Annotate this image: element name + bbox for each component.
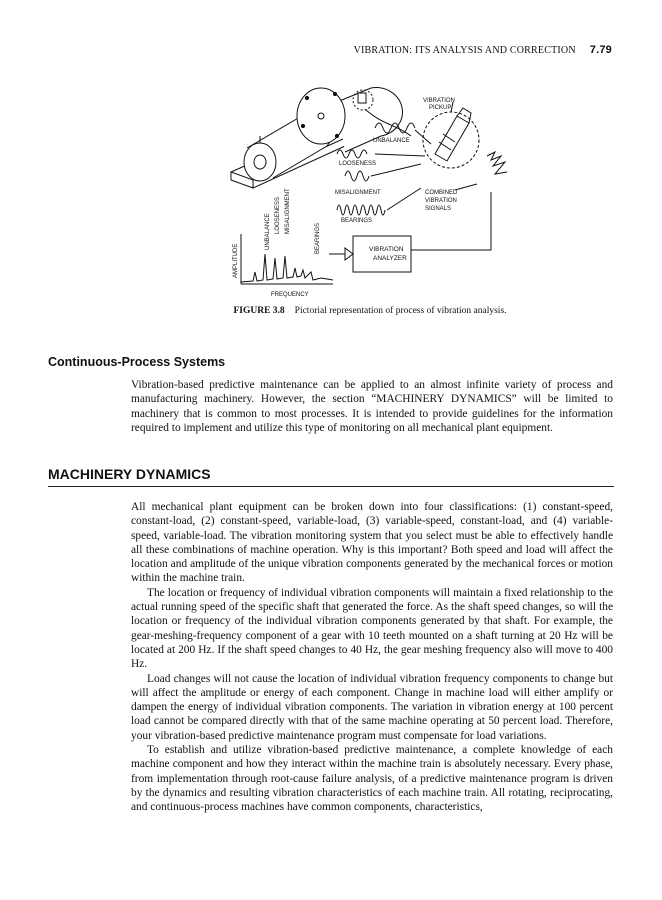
- label-unbalance: UNBALANCE: [373, 138, 410, 144]
- label-analyzer-2: ANALYZER: [373, 255, 407, 262]
- running-head-title: VIBRATION: ITS ANALYSIS AND CORRECTION: [353, 45, 576, 56]
- label-combined-2: VIBRATION: [425, 198, 457, 204]
- label-spectrum-looseness: LOOSENESS: [275, 196, 281, 234]
- section-body-continuous-process: [131, 378, 613, 435]
- paragraph: The location or frequency of individual vibration components will maintain a fixed relationship to the actual running speed of the specific shaft that generated the force. As the shaft speed changes, so will the location or frequency of the individual vibration components generated by that shaft. For example, the gear-meshing-frequency component of a gear with 10 teeth mounted on a shaft turning at 20 Hz will be located at 200 Hz. If the shaft speed changes to 40 Hz, the gear meshing frequency also will move to 400 Hz.: [131, 586, 613, 671]
- paragraph: Vibration-based predictive maintenance can be applied to an almost infinite variety of process and manufacturing machinery. However, the section “MACHINERY DYNAMICS” will be limited to machinery that is common to most processes. It is intended to provide guidelines for the information required to implement and utilize this type of monitoring on all mechanical plant equipment.: [131, 379, 613, 434]
- page-number: 7.79: [589, 44, 612, 56]
- label-vibration-pickup-2: PICKUP: [429, 105, 452, 111]
- section-heading-machinery-dynamics: MACHINERY DYNAMICS: [48, 466, 211, 482]
- paragraph: All mechanical plant equipment can be broken down into four classifications: (1) constant-speed, constant-load, (2) constant-speed, variable-load, (3) variable-speed, constant-load, and (4) variable-speed, variable-load. The vibration monitoring system that you select must be able to effectively handle all these combinations of machine operation. Why is this important? Both speed and load will affect the location and amplitude of the unique vibration components generated by the mechanical forces or motion within the machine train.: [131, 501, 613, 585]
- section-body-machinery-dynamics: [131, 500, 613, 815]
- section-heading-continuous-process: Continuous-Process Systems: [48, 355, 226, 369]
- label-looseness: LOOSENESS: [339, 161, 377, 167]
- label-vibration-pickup-1: VIBRATION: [423, 98, 455, 104]
- paragraph: Load changes will not cause the location of individual vibration frequency components to change but will affect the amplitude or energy of each component. Change in machine load will either amplify or dampen the energy of individual vibration components. The variation in vibration energy at 100 percent load cannot be compared directly with that of the same machine operating at 50 percent load. Therefore, your vibration-based predictive maintenance program must compensate for load variations.: [131, 672, 613, 742]
- label-spectrum-unbalance: UNBALANCE: [265, 213, 271, 250]
- heading-rule: [48, 486, 614, 487]
- figure-caption: [150, 306, 590, 316]
- figure-3-8: [225, 84, 515, 300]
- label-bearings: BEARINGS: [341, 218, 373, 224]
- label-misalignment: MISALIGNMENT: [335, 190, 381, 196]
- figure-caption-label: FIGURE 3.8: [233, 306, 285, 316]
- running-head: [354, 44, 612, 56]
- label-analyzer-1: VIBRATION: [369, 246, 404, 253]
- figure-caption-text: Pictorial representation of process of vibration analysis.: [294, 306, 507, 316]
- label-amplitude: AMPLITUDE: [233, 243, 239, 278]
- label-combined-3: SIGNALS: [425, 206, 452, 212]
- paragraph: To establish and utilize vibration-based predictive maintenance, a complete knowledge of each machine component and how they interact within the machine train is absolutely necessary. Every phase, from implementation through root-cause failure analysis, of a predictive maintenance program is driven by the dynamics and resulting vibration characteristics of each machine train. All rotating, reciprocating, and continuous-process machines have common components, characteristics,: [131, 744, 613, 814]
- label-spectrum-bearings: BEARINGS: [315, 222, 321, 254]
- label-spectrum-misalignment: MISALIGNMENT: [285, 188, 291, 234]
- label-frequency: FREQUENCY: [271, 292, 309, 298]
- label-combined-1: COMBINED: [425, 190, 458, 196]
